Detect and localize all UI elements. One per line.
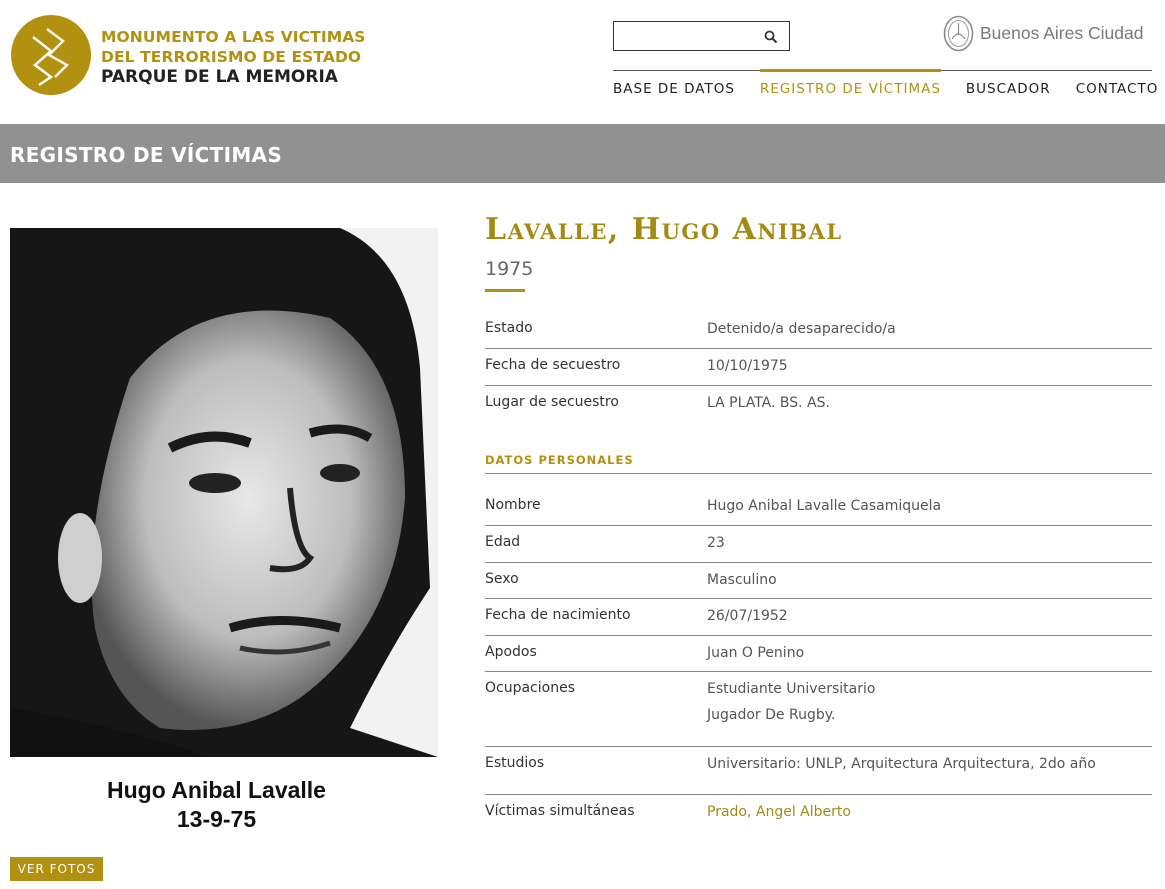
field-row-victimas-simultaneas — [485, 795, 1152, 832]
victim-year: 1975 — [485, 258, 534, 280]
field-label: Nombre — [485, 497, 541, 513]
parque-memoria-logo-mark[interactable] — [11, 15, 91, 95]
field-label: Apodos — [485, 644, 537, 660]
nav-base-de-datos[interactable]: BASE DE DATOS — [613, 81, 735, 97]
search-icon[interactable] — [764, 29, 778, 43]
caption-name: Hugo Anibal Lavalle — [107, 777, 326, 803]
field-value: Hugo Anibal Lavalle Casamiquela — [707, 498, 942, 514]
field-row-ocupaciones — [485, 672, 1152, 747]
personal-data-section-title: DATOS PERSONALES — [485, 453, 1152, 474]
field-row-estado — [485, 312, 1152, 349]
field-value: LA PLATA. BS. AS. — [707, 395, 830, 411]
simultaneous-victim-link[interactable]: Prado, Angel Alberto — [707, 804, 851, 820]
ver-fotos-button[interactable]: VER FOTOS — [10, 857, 103, 881]
victim-name: Lavalle, Hugo Anibal — [485, 212, 843, 247]
field-label: Estudios — [485, 755, 545, 771]
section-title: REGISTRO DE VÍCTIMAS — [10, 143, 283, 167]
field-label: Lugar de secuestro — [485, 394, 619, 410]
field-value: Detenido/a desaparecido/a — [707, 321, 896, 337]
field-value-occupation-1: Estudiante Universitario — [707, 681, 876, 697]
field-value: 23 — [707, 535, 725, 551]
main-nav — [613, 71, 1158, 107]
field-row-fecha-nacimiento — [485, 599, 1152, 636]
logo-line-1: MONUMENTO A LAS VICTIMAS — [101, 28, 366, 46]
search-box — [613, 21, 790, 51]
site-logo-text[interactable] — [101, 27, 366, 87]
field-row-sexo — [485, 563, 1152, 599]
zigzag-logo-icon — [11, 15, 91, 95]
city-name: Buenos Aires Ciudad — [980, 22, 1144, 43]
photo-caption — [10, 776, 423, 834]
field-label: Ocupaciones — [485, 680, 575, 696]
section-banner — [0, 124, 1165, 183]
field-label: Edad — [485, 534, 521, 550]
field-label: Víctimas simultáneas — [485, 803, 635, 819]
field-label: Fecha de secuestro — [485, 357, 621, 373]
field-row-nombre — [485, 489, 1152, 526]
city-seal-icon — [943, 15, 974, 52]
nav-buscador[interactable]: BUSCADOR — [965, 81, 1051, 97]
field-label: Sexo — [485, 571, 519, 587]
portrait-image — [10, 228, 438, 757]
field-row-fecha-secuestro — [485, 349, 1152, 386]
buenos-aires-ciudad-logo[interactable] — [943, 14, 1143, 52]
field-row-lugar-secuestro — [485, 386, 1152, 423]
field-value-occupation-2: Jugador De Rugby. — [707, 707, 836, 723]
field-label: Estado — [485, 320, 533, 336]
caption-date: 13-9-75 — [176, 806, 257, 832]
logo-line-2: DEL TERRORISMO DE ESTADO — [101, 48, 362, 66]
field-value: 10/10/1975 — [707, 358, 788, 374]
field-row-estudios — [485, 747, 1152, 795]
search-input[interactable] — [614, 22, 754, 50]
nav-registro-de-victimas[interactable]: REGISTRO DE VÍCTIMAS — [760, 71, 941, 107]
field-label: Fecha de nacimiento — [485, 607, 631, 623]
field-value: Juan O Penino — [707, 645, 805, 661]
field-row-apodos — [485, 636, 1152, 672]
victim-photo — [10, 228, 438, 757]
field-row-edad — [485, 526, 1152, 563]
field-value: Universitario: UNLP, Arquitectura Arquitectura, 2do año — [707, 756, 1096, 772]
field-value: Masculino — [707, 572, 777, 588]
title-underline — [485, 289, 525, 292]
nav-contacto[interactable]: CONTACTO — [1075, 81, 1159, 97]
field-value: 26/07/1952 — [707, 608, 788, 624]
logo-line-3: PARQUE DE LA MEMORIA — [101, 67, 338, 87]
